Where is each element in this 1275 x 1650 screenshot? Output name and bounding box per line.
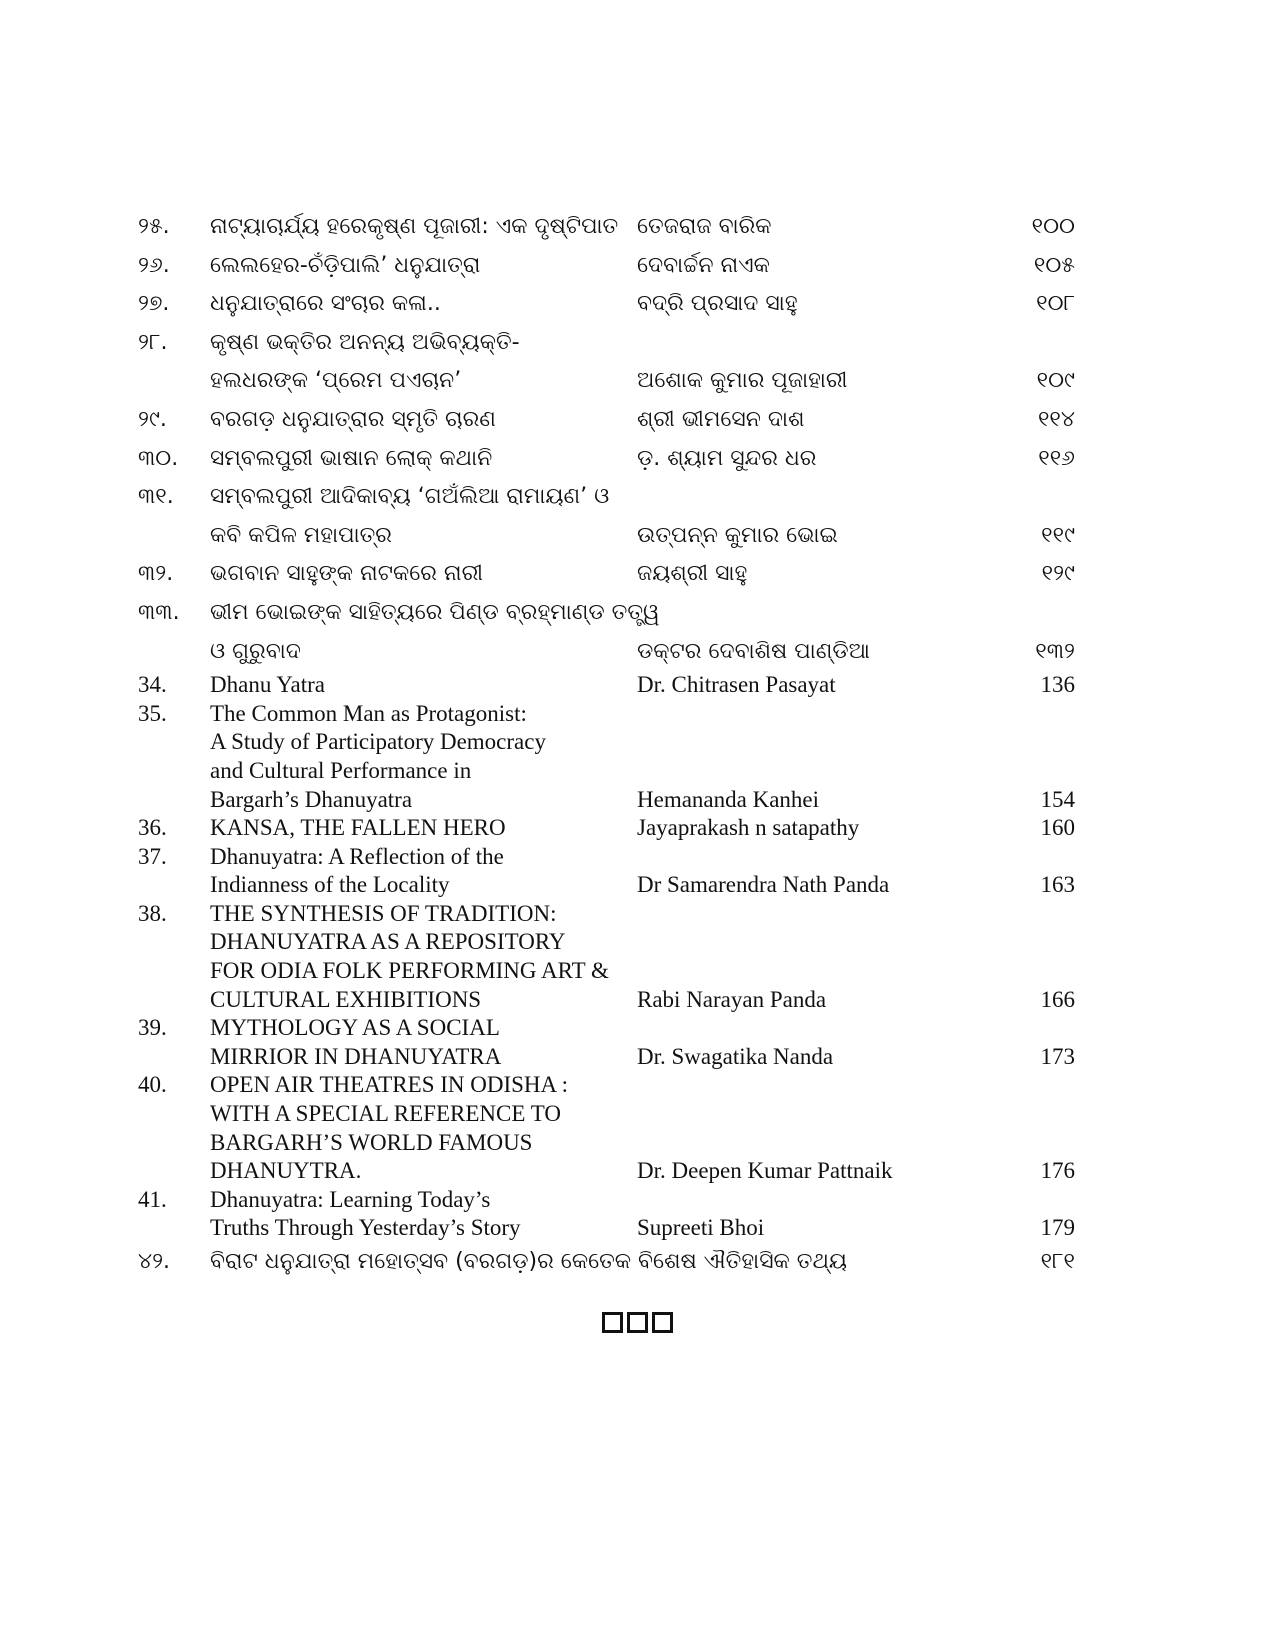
entry-title: ସମ୍ବଲପୁରୀ ଭାଷାନ ଲୋକ୍ କଥାନି xyxy=(210,445,493,471)
entry-page-number: ୧୧୯ xyxy=(1041,522,1075,548)
entry-title: DHANUYATRA AS A REPOSITORY xyxy=(210,929,566,955)
toc-entry-line xyxy=(0,728,1275,757)
entry-number: 40. xyxy=(138,1072,167,1098)
entry-author: Dr. Deepen Kumar Pattnaik xyxy=(637,1158,893,1184)
entry-author: Dr. Chitrasen Pasayat xyxy=(637,672,836,698)
entry-title: The Common Man as Protagonist: xyxy=(210,700,527,726)
entry-page-number: 136 xyxy=(1040,672,1075,698)
toc-entry xyxy=(0,700,1275,814)
toc-entry-line xyxy=(0,401,1275,440)
entry-title: ବରଗଡ଼ ଧନୁଯାତ୍ରାର ସ୍ମୃତି ଚାରଣ xyxy=(210,406,496,432)
entry-page-number: ୧୦୫ xyxy=(1033,252,1075,278)
entry-title: ଭୀମ ଭୋଇଙ୍କ ସାହିତ୍ୟରେ ପିଣ୍ଡ ବ୍ରହ୍ମାଣ୍ଡ ତତ୍ତ୍ୱ xyxy=(210,599,660,625)
entry-number: 36. xyxy=(138,815,167,841)
entry-author: ଅଶୋକ କୁମାର ପୂଜାହାରୀ xyxy=(637,368,848,394)
toc-entry-line xyxy=(0,362,1275,401)
toc-entry-line xyxy=(0,1157,1275,1186)
entry-title: WITH A SPECIAL REFERENCE TO xyxy=(210,1101,561,1127)
entry-title: ଓ ଗୁରୁବାଦ xyxy=(210,638,301,664)
entry-page-number: ୧୧୬ xyxy=(1038,445,1075,471)
toc-entry-line xyxy=(0,285,1275,324)
entry-page-number: ୧୧୪ xyxy=(1037,406,1075,432)
toc-entry xyxy=(0,555,1275,594)
entry-author: Hemananda Kanhei xyxy=(637,786,820,812)
entry-title: ଧନୁଯାତ୍ରାରେ ସଂଚାର କଳା.. xyxy=(210,291,441,317)
toc-entry-line xyxy=(0,757,1275,786)
entry-author: ଡ଼. ଶ୍ୟାମ ସୁନ୍ଦର ଧର xyxy=(637,445,817,471)
entry-page-number: 176 xyxy=(1040,1158,1075,1184)
entry-title: FOR ODIA FOLK PERFORMING ART & xyxy=(210,958,609,984)
toc-entry-line xyxy=(0,208,1275,247)
entry-page-number: 163 xyxy=(1040,872,1075,898)
entry-title: MYTHOLOGY AS A SOCIAL xyxy=(210,1015,500,1041)
toc-entry-line xyxy=(0,957,1275,986)
entry-title: OPEN AIR THEATRES IN ODISHA : xyxy=(210,1072,569,1098)
toc-entry-line xyxy=(0,928,1275,957)
entry-page-number: 160 xyxy=(1040,815,1075,841)
entry-title: ଲେଲହେର-ଚଁଡ଼ିପାଲି’ ଧନୁଯାତ୍ରା xyxy=(210,252,481,278)
entry-title: Indianness of the Locality xyxy=(210,872,450,898)
entry-number: 37. xyxy=(138,843,167,869)
toc-entry-line xyxy=(0,814,1275,843)
entry-number: 34. xyxy=(138,672,167,698)
toc-entry-line xyxy=(0,871,1275,900)
toc-entry-line xyxy=(0,986,1275,1015)
entry-title: Bargarh’s Dhanuyatra xyxy=(210,786,413,812)
toc-entry xyxy=(0,247,1275,286)
entry-number: ୩୨. xyxy=(138,561,174,587)
entry-author: Jayaprakash n satapathy xyxy=(637,815,860,841)
entry-page-number: ୧୨୯ xyxy=(1041,561,1075,587)
toc-entry-line xyxy=(0,843,1275,872)
entry-page-number: ୧୦୯ xyxy=(1036,368,1075,394)
toc-entry xyxy=(0,440,1275,479)
entry-title: ବିରାଟ ଧନୁଯାତ୍ରା ମହୋତ୍ସବ (ବରଗଡ଼)ର କେତେକ ବିଶେଷ ଐତିହାସିକ ତଥ୍ୟ xyxy=(210,1249,848,1274)
toc-entry-line xyxy=(0,1214,1275,1243)
entry-title: Dhanu Yatra xyxy=(210,672,325,698)
entry-title: BARGARH’S WORLD FAMOUS xyxy=(210,1129,533,1155)
entry-number: ୨୫. xyxy=(138,214,170,239)
entry-title: ହଲଧରଙ୍କ ‘ପ୍ରେମ ପଏଚାନ’ xyxy=(210,368,462,394)
toc-entry xyxy=(0,1186,1275,1243)
entry-title: Truths Through Yesterday’s Story xyxy=(210,1215,521,1241)
entry-number: ୪୨. xyxy=(138,1249,171,1274)
entry-title: Dhanuyatra: A Reflection of the xyxy=(210,843,504,869)
entry-author: Supreeti Bhoi xyxy=(637,1215,765,1241)
entry-number: ୨୯. xyxy=(138,406,167,432)
square-mark-icon xyxy=(652,1312,673,1333)
toc-entry xyxy=(0,594,1275,671)
toc-entry-line xyxy=(0,700,1275,729)
entry-number: ୨୮. xyxy=(138,329,168,355)
toc-entry-line xyxy=(0,1100,1275,1129)
toc-entry xyxy=(0,401,1275,440)
entry-number: ୩୧. xyxy=(138,484,174,510)
entry-page-number: 154 xyxy=(1040,786,1075,812)
toc-entry xyxy=(0,843,1275,900)
entry-page-number: ୧୮୧ xyxy=(1040,1249,1075,1274)
toc-entry xyxy=(0,1014,1275,1071)
toc-entry-line xyxy=(0,247,1275,286)
entry-title: DHANUYTRA. xyxy=(210,1158,362,1184)
entry-page-number: 173 xyxy=(1040,1043,1075,1069)
toc-entry xyxy=(0,814,1275,843)
toc-entry-line xyxy=(0,1043,1275,1072)
entry-author: Dr. Swagatika Nanda xyxy=(637,1043,834,1069)
entry-number: ୨୬. xyxy=(138,252,170,278)
toc-entry-line xyxy=(0,555,1275,594)
toc-entry-line xyxy=(0,1129,1275,1158)
toc-entry xyxy=(0,208,1275,247)
toc-entry xyxy=(0,900,1275,1014)
entry-author: ଶ୍ରୀ ଭୀମସେନ ଦାଶ xyxy=(637,406,805,432)
entry-number: 38. xyxy=(138,900,167,926)
entry-title: ସମ୍ବଲପୁରୀ ଆଦିକାବ୍ୟ ‘ଗଅଁଲିଆ ରାମାୟଣ’ ଓ xyxy=(210,484,610,510)
entry-title: କୃଷ୍ଣ ଭକ୍ତିର ଅନନ୍ୟ ଅଭିବ୍ୟକ୍ତି- xyxy=(210,329,520,355)
entry-title: THE SYNTHESIS OF TRADITION: xyxy=(210,900,557,926)
toc-entry-line xyxy=(0,900,1275,929)
toc-entry xyxy=(0,671,1275,700)
entry-page-number: ୧୦୮ xyxy=(1036,291,1075,317)
toc-entry xyxy=(0,478,1275,555)
entry-number: 39. xyxy=(138,1015,167,1041)
entry-author: ତେଜରାଜ ବାରିକ xyxy=(637,214,772,239)
toc-entry xyxy=(0,1071,1275,1185)
toc-entry-line xyxy=(0,478,1275,517)
entry-number: 35. xyxy=(138,700,167,726)
toc-entry-line xyxy=(0,1071,1275,1100)
toc-entry-line xyxy=(0,324,1275,363)
entry-title: KANSA, THE FALLEN HERO xyxy=(210,815,506,841)
entry-author: ଦେବାର୍ଚ୍ଚନ ନାଏକ xyxy=(637,252,770,278)
entry-number: ୩୩. xyxy=(138,599,180,625)
entry-title: MIRRIOR IN DHANUYATRA xyxy=(210,1043,502,1069)
toc-entry-line xyxy=(0,1014,1275,1043)
entry-title: କବି କପିଳ ମହାପାତ୍ର xyxy=(210,522,392,548)
toc-entry-line xyxy=(0,594,1275,633)
entry-author: Rabi Narayan Panda xyxy=(637,986,827,1012)
entry-number: ୨୭. xyxy=(138,291,170,317)
entry-page-number: 166 xyxy=(1040,986,1075,1012)
toc-entry-line xyxy=(0,671,1275,700)
toc-entry xyxy=(0,1243,1275,1282)
toc-entry xyxy=(0,324,1275,401)
entry-page-number: 179 xyxy=(1040,1215,1075,1241)
entry-title: A Study of Participatory Democracy xyxy=(210,729,546,755)
toc-entry xyxy=(0,285,1275,324)
entry-page-number: ୧୩୨ xyxy=(1035,638,1075,664)
entry-number: 41. xyxy=(138,1186,167,1212)
entry-author: Dr Samarendra Nath Panda xyxy=(637,872,890,898)
entry-author: ବଦ୍ରି ପ୍ରସାଦ ସାହୁ xyxy=(637,291,798,317)
entry-title: Dhanuyatra: Learning Today’s xyxy=(210,1186,491,1212)
entry-number: ୩୦. xyxy=(138,445,179,471)
entry-page-number: ୧୦୦ xyxy=(1031,214,1075,239)
entry-title: CULTURAL EXHIBITIONS xyxy=(210,986,482,1012)
entry-title: ନାଟ୍ୟାଚାର୍ଯ୍ୟ ହରେକୃଷ୍ଣ ପୂଜାରୀ: ଏକ ଦୃଷ୍ଟିପାତ xyxy=(210,214,619,239)
square-mark-icon xyxy=(627,1312,648,1333)
toc-entry-line xyxy=(0,786,1275,815)
toc-entry-line xyxy=(0,633,1275,672)
toc-entry-line xyxy=(0,440,1275,479)
end-of-section-marks xyxy=(0,1312,1275,1333)
entry-title: ଭଗବାନ ସାହୁଙ୍କ ନାଟକରେ ନାରୀ xyxy=(210,561,484,587)
toc-entry-line xyxy=(0,517,1275,556)
square-mark-icon xyxy=(602,1312,623,1333)
toc-entry-line xyxy=(0,1186,1275,1215)
entry-author: ଉତ୍ପନ୍ନ କୁମାର ଭୋଇ xyxy=(637,522,838,548)
entry-title: and Cultural Performance in xyxy=(210,757,472,783)
toc-entry-line xyxy=(0,1243,1275,1282)
entry-author: ଡକ୍ଟର ଦେବାଶିଷ ପାଣ୍ଡିଆ xyxy=(637,638,870,664)
entry-author: ଜୟଶ୍ରୀ ସାହୁ xyxy=(637,561,748,587)
table-of-contents xyxy=(0,208,1275,1282)
